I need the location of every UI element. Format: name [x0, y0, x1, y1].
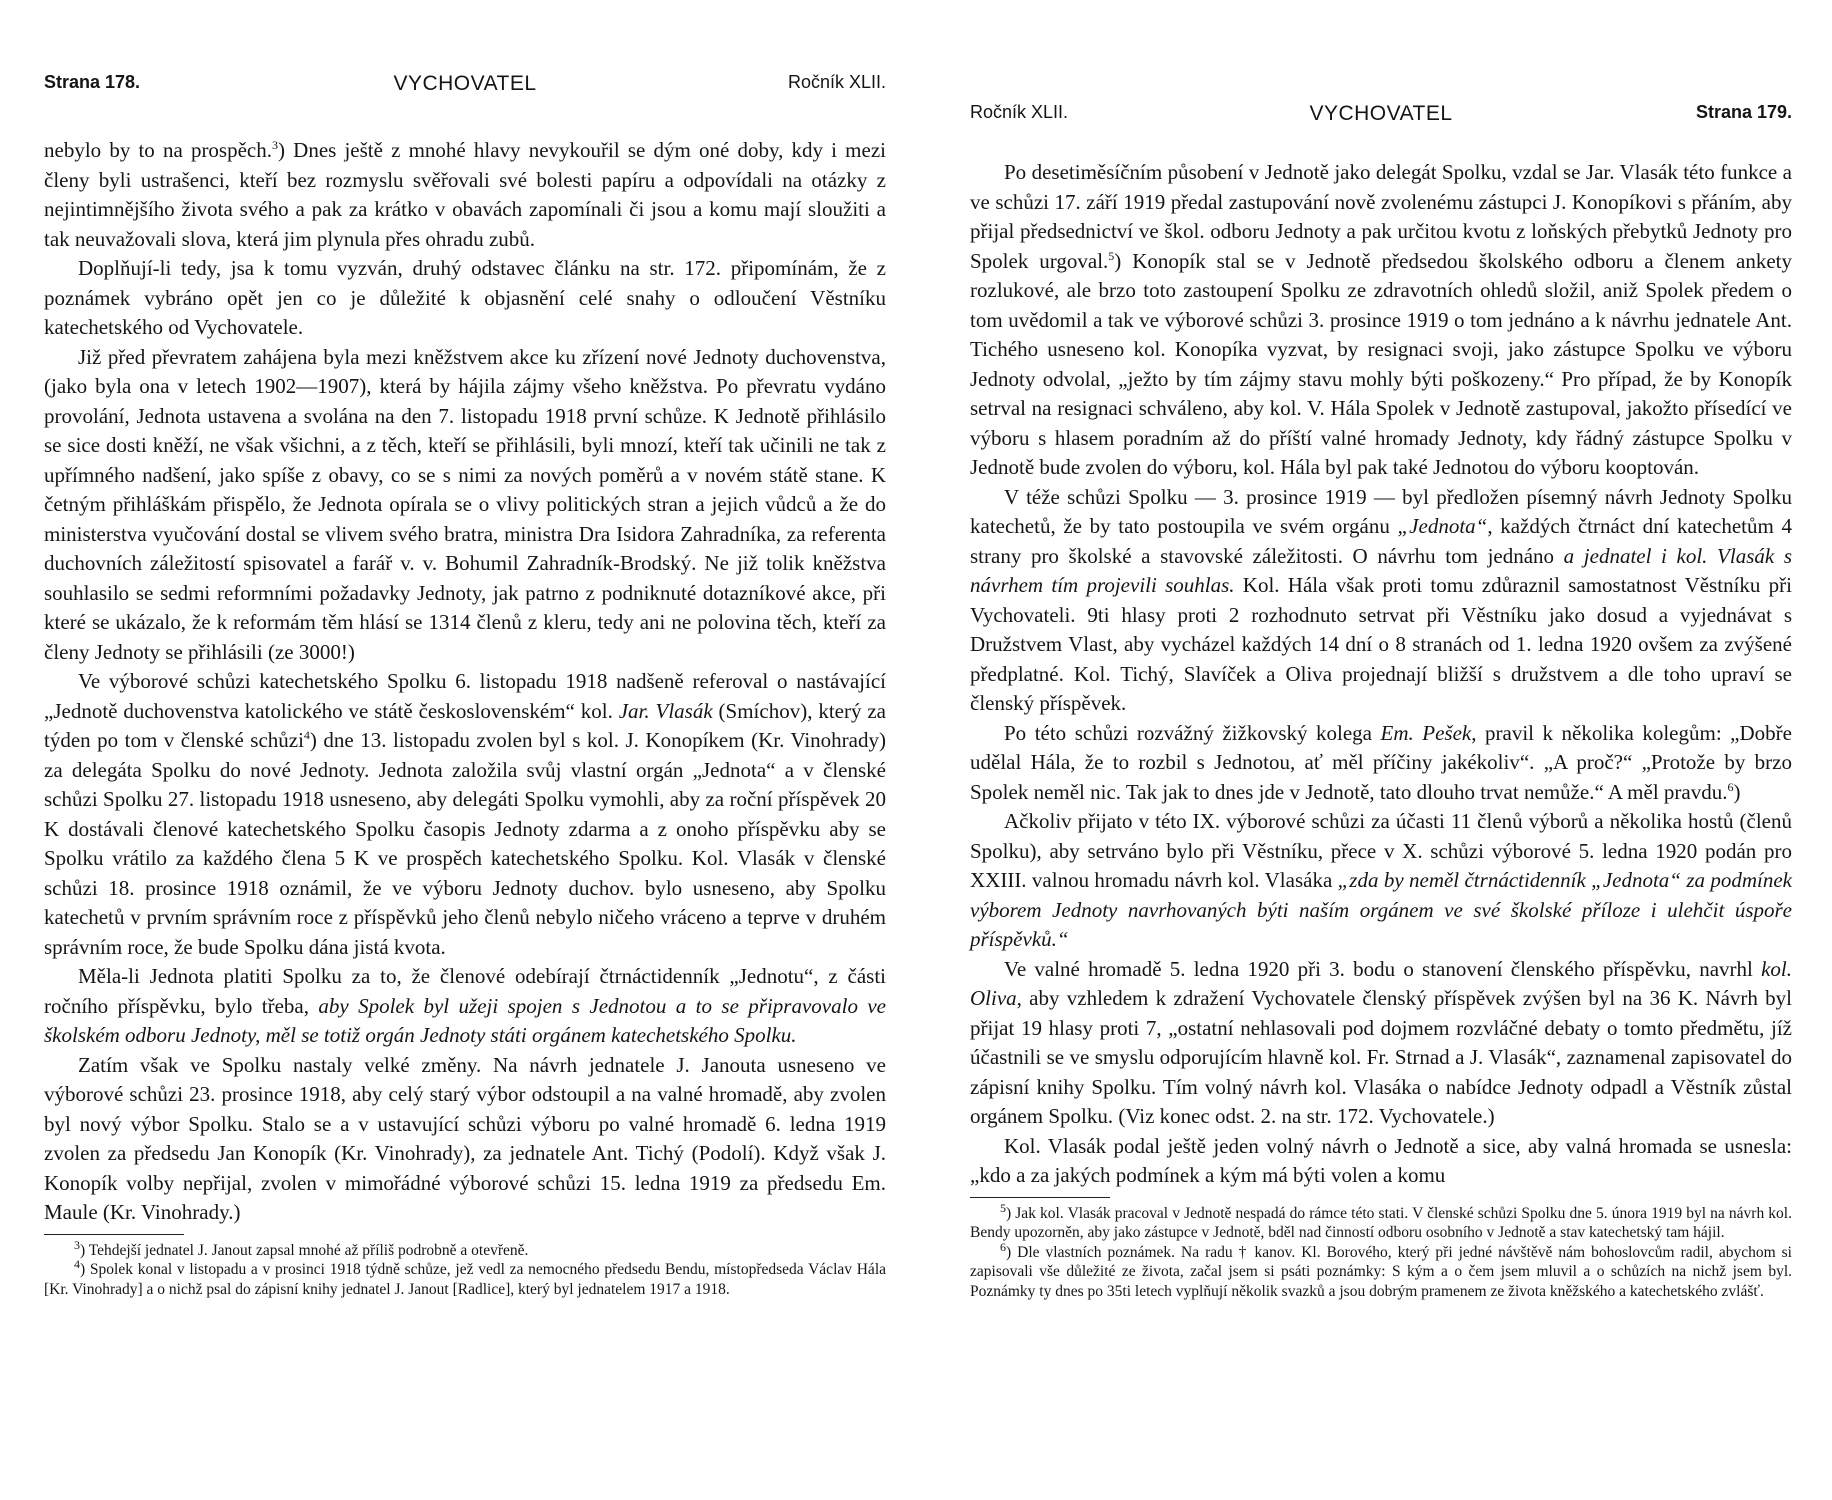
footnotes — [970, 1200, 1792, 1302]
page-body — [970, 158, 1792, 1301]
paragraph: Ačkoliv přijato v této IX. výborové schůzi za účasti 11 členů výborů a několika hostů (členů Spolku), aby setrváno bylo při Věstníku, přece v X. schůzi výborové 5. ledna 1920 podán pro XXIII. valnou hromadu návrh kol. Vlasáka „zda by neměl čtrnáctidenník „Jednota“ za podmínek výborem Jednoty navrhovaných býti naším orgánem ve své školské příloze i ulehčit úspoře příspěvků.“ — [970, 809, 1792, 951]
paragraph: Již před převratem zahájena byla mezi kněžstvem akce ku zřízení nové Jednoty duchovenstva, (jako byla ona v letech 1902—1907), která by hájila zájmy všeho kněžstva. Po převratu vydáno provolání, Jednota ustavena a svolána na den 7. listopadu 1918 první schůze. K Jednotě přihlásilo se sice dosti kněží, ne však všichni, a z těch, kteří se přihlásili, byli mnozí, kteří tak učinili ne tak z upřímného nadšení, jako spíše z obavy, co se s nimi za nových poměrů a v novém státě stane. K četným přihláškám přispělo, že Jednota opírala se o vlivy politických stran a jejich vůdců a že do ministerstva vyučování dostal se vlivem svého bratra, ministra Dra Isidora Zahradníka, za referenta duchovních záležitostí spisovatel a farář v. v. Bohumil Zahradník-Brodský. Ne již tolik kněžstva souhlasilo se sedmi reformními požadavky Jednoty, jak patrno z podniknuté dotazníkové akce, při které se ukázalo, že k reformám těm hlásí se 1314 členů z kleru, tedy ani ne polovina těch, kteří za členy Jednoty se přihlásili (ze 3000!) — [44, 344, 886, 664]
paragraph: V téže schůzi Spolku — 3. prosince 1919 — byl předložen písemný návrh Jednoty Spolku katechetů, že by tato postoupila ve svém orgánu „Jednota“, každých čtrnáct dní katechetům 4 strany pro školské a stavovské záležitosti. O návrhu tom jednáno a jednatel i kol. Vlasák s návrhem tím projevili souhlas. Kol. Hála však proti tomu zdůraznil samostatnost Věstníku při Vychovateli. 9ti hlasy proti 2 rozhodnuto setrvat při Věstníku jako dosud a vyjednávat s Družstvem Vlast, aby vycházel každých 14 dní o 8 stranách od 1. ledna 1920 ovšem za zvýšené předplatné. Kol. Tichý, Slavíček a Oliva projednají bližší s družstvem a dle toho upraví se členský příspěvek. — [970, 484, 1792, 715]
journal-title: VYCHOVATEL — [1309, 102, 1453, 125]
paragraph: Po desetiměsíčním působení v Jednotě jako delegát Spolku, vzdal se Jar. Vlasák této funkce a ve schůzi 17. září 1919 předal zastupování nově zvolenému zástupci J. Konopíkovi s přáním, aby přijal předsednictví ve škol. odboru Jednoty a pak určitou kvotu z loňských přebytků Jednoty pro Spolek urgoval.$^5$) Konopík stal se v Jednotě předsedou školského odboru a členem ankety rozlukové, ale brzo toto zastoupení Spolku ze zdravotních ohledů složil, aniž Spolek předem o tom uvědomil a tak ve výborové schůzi 3. prosince 1919 o tom jednáno a k návrhu jednatele Ant. Tichého usneseno kol. Konopíka vyzvat, by resignaci svoji, jako zástupce Spolku ve výboru Jednoty odvolal, „ježto by tím zájmy stavu mohly býti poškozeny.“ Pro případ, že by Konopík setrval na resignaci schváleno, aby kol. V. Hála Spolek v Jednotě zastupoval, jakožto přísedící ve výboru s hlasem poradním až do příští valné hromady Jednoty, kdy řádný zástupce Spolku v Jednotě bude zvolen do výboru, kol. Hála byl pak také Jednotou do výboru kooptován. — [970, 160, 1792, 479]
volume-label: Ročník XLII. — [970, 102, 1069, 122]
running-head — [44, 72, 886, 102]
footnote-ref: 3 — [272, 138, 278, 152]
footnote-divider — [44, 1234, 184, 1235]
footnote: $^6$) Dle vlastních poznámek. Na radu † kanov. Kl. Borového, který při jedné návštěvě nám bohoslovcům radil, abychom si zapisovali vše důležité ze života, začal jsem si psáti poznámky: S kým a o čem jsem mluvil a o schůzích na nichž jsem byl. Poznámky ty dnes po 35ti letech vyplňují několik svazků a jsou dobrým pramenem ze života kněžského a katechetského zvlášť. — [970, 1239, 1792, 1300]
paragraph: Zatím však ve Spolku nastaly velké změny. Na návrh jednatele J. Janouta usneseno ve výborové schůzi 23. prosince 1918, aby celý starý výbor odstoupil a na valné hromadě, aby zvolen byl nový výbor Spolku. Stalo se a v ustavující schůzi výboru po valné hromadě 6. ledna 1919 zvolen za předsedu Jan Konopík (Kr. Vinohrady), za jednatele Ant. Tichý (Podolí). Když však J. Konopík volby nepřijal, zvolen v mimořádné výborové schůzi 15. ledna 1919 za předsedu Em. Maule (Kr. Vinohrady.) — [44, 1052, 886, 1224]
right-page — [970, 0, 1792, 1500]
paragraph: Kol. Vlasák podal ještě jeden volný návrh o Jednotě a sice, aby valná hromada se usnesla: „kdo a za jakých podmínek a kým má býti volen a komu — [970, 1133, 1792, 1187]
footnotes — [44, 1237, 886, 1300]
paragraph: nebylo by to na prospěch.$^3$) Dnes ještě z mnohé hlavy nevykouřil se dým oné doby, kdy i mezi členy byli ustrašenci, kteří bez rozmyslu svěřovali své bolesti papíru a odpovídali na otázky z nejintimnějšího života svého a pak za krátko v obavách zapomínali či jsou a komu mají sloužiti a tak neuvažovali slova, která jim plynula přes ohradu zubů. — [44, 138, 886, 251]
page-body — [44, 136, 886, 1299]
volume-label: Ročník XLII. — [787, 72, 886, 92]
paragraph: Měla-li Jednota platiti Spolku za to, že členové odebírají čtrnáctidenník „Jednotu“, z části ročního příspěvku, bylo třeba, aby Spolek byl užeji spojen s Jednotou a to se připravovalo ve školském odboru Jednoty, měl se totiž orgán Jednoty státi orgánem katechetského Spolku. — [44, 964, 886, 1047]
paragraph: Po této schůzi rozvážný žižkovský kolega Em. Pešek, pravil k několika kolegům: „Dobře udělal Hála, že to rozbil s Jednotou, ať měl příčiny jakékoliv“. „A proč?“ „Protože by brzo Spolek neměl nic. Tak jak to dnes jde v Jednotě, tato dlouho trvat nemůže.“ A měl pravdu.$^6$) — [970, 720, 1792, 804]
footnote: $^3$) Tehdejší jednatel J. Janout zapsal mnohé až příliš podrobně a otevřeně. — [74, 1237, 529, 1259]
footnote: $^5$) Jak kol. Vlasák pracoval v Jednotě nespadá do rámce této stati. V členské schůzi Spolku dne 5. února 1919 byl na návrh kol. Bendy upozorněn, aby jako zástupce v Jednotě, bděl nad činností odboru osobního v Jednotě a stav katechetský tam hájil. — [970, 1200, 1792, 1241]
paragraph: Ve valné hromadě 5. ledna 1920 při 3. bodu o stanovení členského příspěvku, navrhl kol. Oliva, aby vzhledem k zdražení Vychovatele členský příspěvek zvýšen byl na 36 K. Návrh byl přijat 19 hlasy proti 7, „ostatní nehlasovali pod dojmem rozvláčné debaty o tomto předmětu, jíž účastnili se ve smyslu odporujícím hlavně kol. Fr. Strnad a J. Vlasák“, zaznamenal zapisovatel do zápisní knihy Spolku. Tím volný návrh kol. Vlasáka o nabídce Jednoty odpadl a Věstník zůstal orgánem Spolku. (Viz konec odst. 2. na str. 172. Vychovatele.) — [970, 956, 1792, 1128]
footnote-ref: 5 — [1108, 248, 1115, 263]
running-head — [970, 102, 1792, 132]
footnote: $^4$) Spolek konal v listopadu a v prosinci 1918 týdně schůze, jež vedl za nemocného předsedu Bendu, místopředseda Václav Hála [Kr. Vinohrady] a o nichž psal do zápisní knihy jednatel J. Janout [Radlice], který byl jednatelem 1917 a 1918. — [44, 1256, 886, 1298]
footnote-ref: 4 — [303, 728, 310, 742]
page-number: Strana 179. — [1695, 102, 1792, 122]
paragraph: Ve výborové schůzi katechetského Spolku 6. listopadu 1918 nadšeně referoval o nastávající „Jednotě duchovenstva katolického ve státě československém“ kol. Jar. Vlasák (Smíchov), který za týden po tom v členské schůzi$^4$) dne 13. listopadu zvolen byl s kol. J. Konopíkem (Kr. Vinohrady) za delegáta Spolku do nové Jednoty. Jednota založila svůj vlastní orgán „Jednota“ a v členské schůzi Spolku 27. listopadu 1918 usneseno, aby delegáti Spolku vymohli, aby za roční příspěvek 20 K dostávali členové katechetského Spolku časopis Jednoty zdarma a z onoho příspěvku aby se Spolku vrátilo za každého člena 5 K ve prospěch katechetského Spolku. Kol. Vlasák v členské schůzi 18. prosince 1918 oznámil, že ve výboru Jednoty duchov. bylo usneseno, aby Spolku katechetů v prvním správním roce z příspěvků jeho členů nebylo ničeho vráceno a teprve v druhém správním roce, že bude Spolku dána jistá kvota. — [44, 669, 886, 959]
journal-title: VYCHOVATEL — [393, 72, 537, 95]
page-number: Strana 178. — [44, 72, 141, 92]
paragraph: Doplňují-li tedy, jsa k tomu vyzván, druhý odstavec článku na str. 172. připomínám, že z poznámek vybráno opět jen co je důležité k objasnění celé snahy o odloučení Věstníku katechetského od Vychovatele. — [44, 256, 886, 339]
left-page — [44, 0, 886, 1500]
footnote-divider — [970, 1197, 1110, 1198]
footnote-ref: 6 — [1727, 779, 1734, 794]
